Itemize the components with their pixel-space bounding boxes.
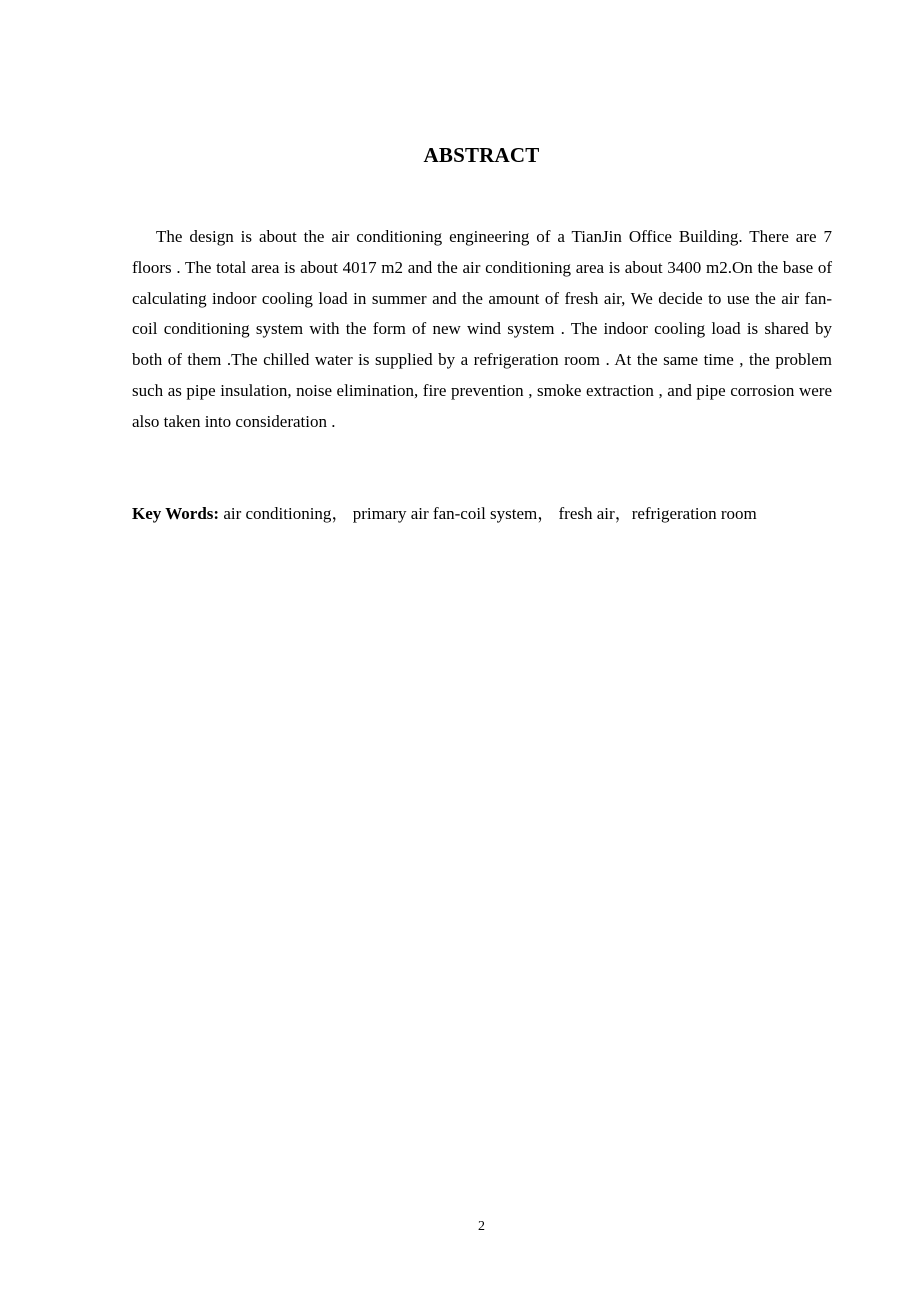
keyword-separator: ， bbox=[614, 504, 632, 523]
keyword-separator: ， bbox=[537, 504, 555, 523]
abstract-title: ABSTRACT bbox=[423, 143, 540, 167]
keyword-separator: ， bbox=[331, 504, 349, 523]
page-number: 2 bbox=[478, 1219, 485, 1234]
keyword-item: primary air fan-coil system bbox=[352, 504, 538, 523]
abstract-paragraph: The design is about the air conditioning engineering of a TianJin Office Building. There are 7 floors . The total area is about 4017 m2 and the air conditioning area is about 3400 m2.On the base of calculating indoor cooling load in summer and the amount of fresh air, We decide to use the air fan-coil conditioning system with the form of new wind system . The indoor cooling load is shared by both of them .The chilled water is supplied by a refrigeration room . At the same time , the problem such as pipe insulation, noise elimination, fire prevention , smoke extraction , and pipe corrosion were also taken into consideration . bbox=[132, 227, 832, 431]
keyword-item: refrigeration room bbox=[631, 504, 757, 523]
keyword-item: fresh air bbox=[558, 504, 615, 523]
keywords-label: Key Words: bbox=[132, 504, 220, 523]
keyword-item: air conditioning bbox=[223, 504, 332, 523]
keywords-line bbox=[132, 502, 852, 526]
